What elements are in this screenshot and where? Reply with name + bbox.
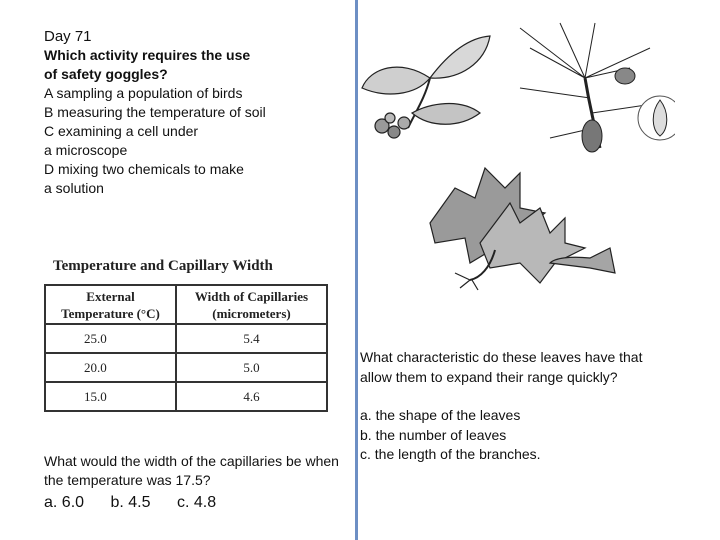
cell-temperature: 15.0 (45, 382, 176, 411)
cell-temperature: 25.0 (45, 324, 176, 353)
option-d: D mixing two chemicals to make (44, 161, 244, 177)
question-3-line2: allow them to expand their range quickly? (360, 368, 618, 385)
table-row (45, 353, 327, 382)
answer-b: b. 4.5 (110, 494, 151, 511)
header-temperature (45, 285, 176, 324)
cell-width: 5.0 (176, 353, 327, 382)
option-c-cont: a microscope (44, 142, 128, 158)
capillary-table (44, 284, 328, 412)
option-b: B measuring the temperature of soil (44, 104, 266, 120)
question-3-line1: What characteristic do these leaves have that (360, 349, 643, 365)
day-label: Day 71 (44, 28, 92, 45)
answer-c: c. 4.8 (176, 494, 217, 511)
question-1-text-line1: Which activity requires the use (44, 47, 251, 63)
capillary-table-block (44, 258, 328, 412)
option-a: A sampling a population of birds (44, 85, 243, 101)
q3-option-c: c. the length of the branches. (360, 446, 541, 462)
leaves-illustration (360, 18, 675, 293)
table-row (45, 324, 327, 353)
question-1-text-line2: of safety goggles? (44, 66, 168, 82)
table-title: Temperature and Capillary Width (53, 258, 273, 274)
question-2-line1: What would the width of the capillaries be when (44, 453, 339, 469)
q3-option-a: a. the shape of the leaves (360, 407, 521, 423)
option-c: C examining a cell under (44, 123, 199, 139)
question-1 (44, 27, 349, 198)
birch-branch-icon (362, 36, 490, 138)
question-2-line2: the temperature was 17.5? (44, 472, 211, 488)
cell-temperature: 20.0 (45, 353, 176, 382)
maple-branch-icon (430, 168, 615, 290)
question-2 (44, 452, 339, 512)
q3-option-b: b. the number of leaves (360, 426, 507, 443)
header-width-line2: (micrometers) (212, 305, 291, 321)
page-divider (355, 0, 358, 540)
cell-width: 4.6 (176, 382, 327, 411)
option-d-cont: a solution (44, 180, 104, 196)
answer-a: a. 6.0 (44, 494, 85, 511)
header-temperature-line1: External (86, 288, 135, 304)
header-width-line1: Width of Capillaries (194, 288, 309, 304)
table-header-row (45, 285, 327, 324)
table-row (45, 382, 327, 411)
header-temperature-line2: Temperature (°C) (61, 305, 160, 321)
spacer (360, 387, 710, 406)
cell-width: 5.4 (176, 324, 327, 353)
pine-branch-icon (520, 23, 675, 152)
question-2-answers (44, 493, 339, 512)
question-3 (360, 348, 710, 465)
header-width (176, 285, 327, 324)
